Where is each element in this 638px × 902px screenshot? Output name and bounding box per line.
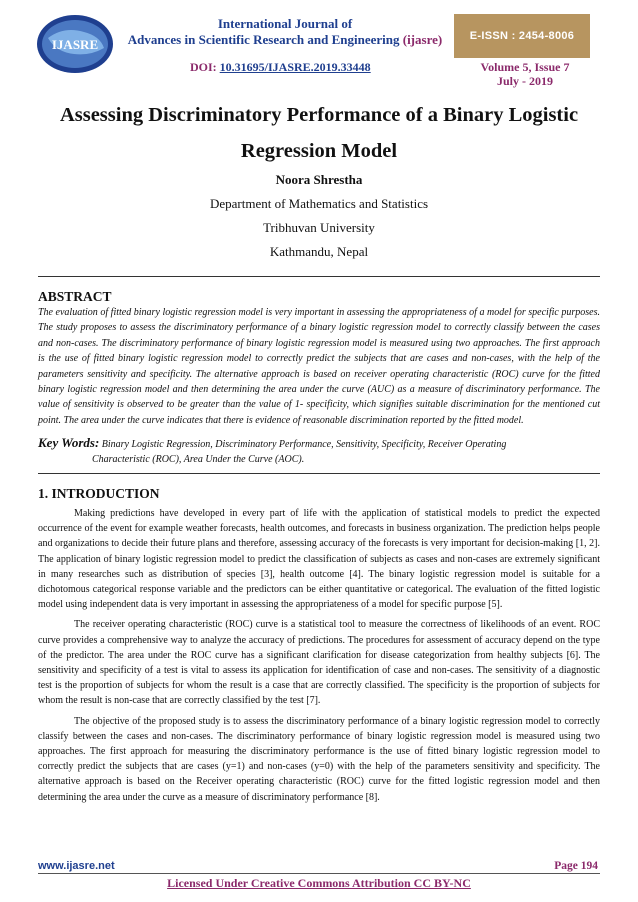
footer-divider bbox=[38, 873, 600, 874]
author-location: Kathmandu, Nepal bbox=[269, 244, 369, 259]
logo-text: IJASRE bbox=[51, 37, 99, 52]
divider bbox=[38, 276, 600, 277]
doi-label: DOI: bbox=[190, 60, 217, 74]
footer-website-link[interactable]: www.ijasre.net bbox=[38, 860, 115, 872]
intro-paragraph-3: The objective of the proposed study is to assess the discriminatory performance of a binary logistic regression model to correctly classify between the cases and non-cases. The discriminatory performance of binary logistic regression model is measured using two approaches. The first approach for measuring the discriminatory performance is the use of fitted binary logistic regression model to correctly predict the subjects that are cases (y=1) and non-cases (y=0) with the help of the parameters sensitivity and specificity. The alternative approach is based on the Receiver operating characteristic (ROC) curve for the fitted logistic regression model and then determining the area under the curve as a measure of discriminatory performance [8]. bbox=[38, 715, 600, 803]
journal-name-line1: International Journal of bbox=[217, 16, 353, 31]
abstract-heading: ABSTRACT bbox=[38, 289, 112, 304]
doi bbox=[190, 60, 371, 75]
intro-paragraph-2: The receiver operating characteristic (ROC) curve is a statistical tool to measure the correctness of likelihoods of an event. ROC curve provides a comprehensive way to analyze the accuracy of predictions. The procedures for assessment of accuracy depend on the type of the predictor. The area under the ROC curve has a significant clarification for disease categorization from healthy subjects [6]. The sensitivity and specificity of a test is vital to assess its application for identification of case and non-cases. The sensitivity of a diagnostic test is the proportion of subjects for whom the result is a case that are correctly classified. The specificity is the proportion of subjects for whom the result is non-case that are correctly classified by the test [7]. bbox=[38, 619, 600, 707]
introduction-body bbox=[38, 506, 600, 810]
keywords-line2: Characteristic (ROC), Area Under the Curve (AOC). bbox=[92, 454, 305, 465]
journal-name-line2 bbox=[120, 32, 450, 48]
intro-paragraph-1: Making predictions have developed in every part of life with the application of statistical models to predict the expected occurrence of the event for example weather forecasts, health outcomes, and forecasts in business organization. The prediction helps people and organizations to decide their future plans and therefore, assessing accuracy of the forecasts is very important for decision-making [1, 2]. The application of binary logistic regression model to predict the classification of subjects as cases and non-cases are extremely significant in many researches such as distribution of species [3], health outcome [4]. The binary logistic regression model is suitable for a dichotomous categorical response variable and the predictors can be either quantitative or categorical. The evaluation of the fitted logistic model using independent data is very important in assessing the appropriateness of a model for specific purpose [5]. bbox=[38, 508, 600, 611]
issn-badge: E-ISSN : 2454-8006 bbox=[454, 14, 590, 58]
journal-name: Advances in Scientific Research and Engineering bbox=[127, 32, 400, 47]
journal-abbr: (ijasre) bbox=[402, 32, 443, 47]
issue-date: July - 2019 bbox=[496, 74, 553, 88]
keywords bbox=[38, 435, 600, 467]
license-link[interactable]: Licensed Under Creative Commons Attribution CC BY-NC bbox=[167, 876, 471, 890]
author-name: Noora Shrestha bbox=[275, 172, 363, 187]
paper-title-line1: Assessing Discriminatory Performance of a Binary Logistic bbox=[59, 104, 579, 126]
divider bbox=[38, 473, 600, 474]
abstract-body: The evaluation of fitted binary logistic regression model is very important in assessing the appropriateness of a model for specific purposes. The study proposes to assess the discriminatory performance of a binary logistic regression model to correctly classify between the cases and non-cases. The discriminatory performance of binary logistic regression model is measured using two approaches. The first approach is the use of fitted binary logistic regression model to correctly predict the subjects that are cases and non-cases, with the help of the parameters sensitivity and specificity. The alternative approach is based on receiver operating characteristic (ROC) curve for the fitted binary logistic regression model and then determining the area under the curve (AUC) as a measure of discriminatory performance. The value of sensitivity is observed to be greater than the value of 1- specificity, which signifies suitable discrimination for the mentioned cut point. The area under the curve indicates that there is evidence of reasonable discrimination reported by the fitted model. bbox=[38, 307, 600, 426]
keywords-line1: Binary Logistic Regression, Discriminatory Performance, Sensitivity, Specificity, Receiver Operating bbox=[101, 439, 507, 450]
page-number: Page 194 bbox=[554, 860, 598, 872]
paper-title-line2: Regression Model bbox=[240, 140, 398, 162]
author-university: Tribhuvan University bbox=[263, 220, 375, 235]
volume-issue: Volume 5, Issue 7 bbox=[480, 60, 570, 74]
keywords-label: Key Words: bbox=[38, 435, 100, 450]
doi-link[interactable]: 10.31695/IJASRE.2019.33448 bbox=[219, 60, 371, 74]
introduction-heading: 1. INTRODUCTION bbox=[38, 486, 160, 501]
author-department: Department of Mathematics and Statistics bbox=[209, 196, 429, 211]
abstract-text bbox=[38, 305, 600, 428]
journal-logo bbox=[34, 12, 116, 76]
